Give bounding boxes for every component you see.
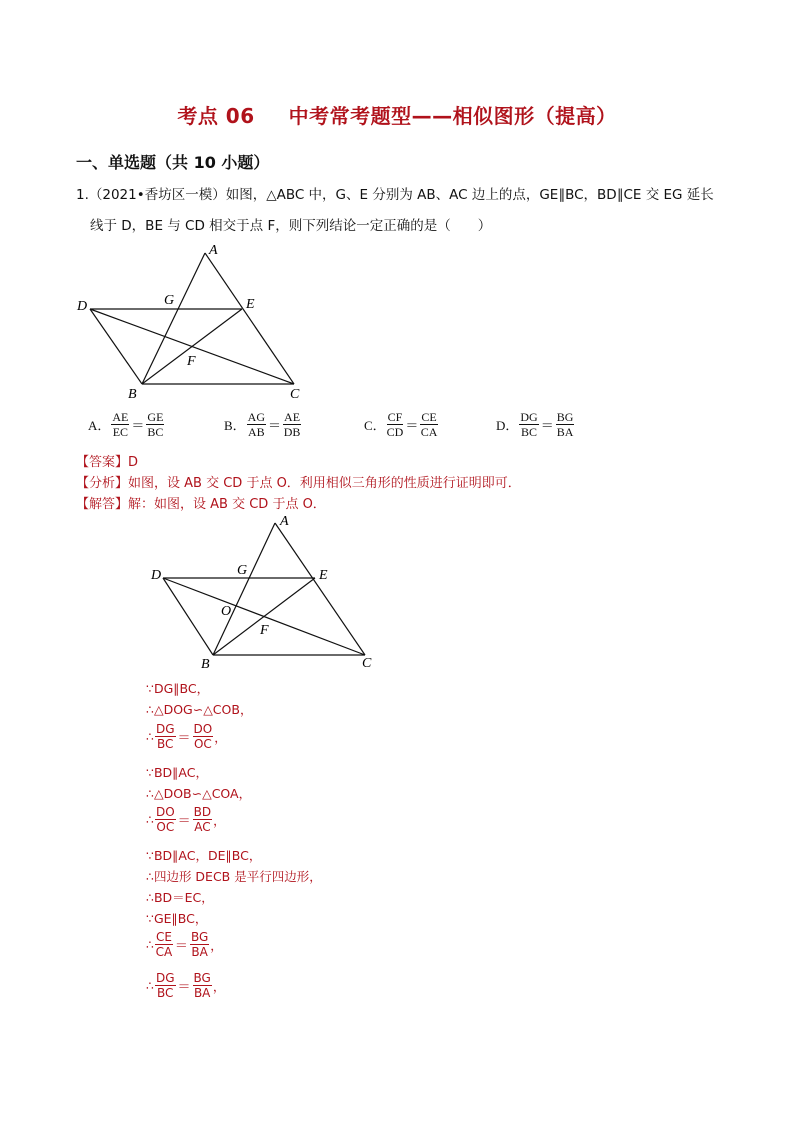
- line-ac: [205, 253, 294, 384]
- label-f: F: [187, 354, 196, 369]
- step-2: ∴△DOG∽△COB，: [146, 702, 253, 717]
- option-d[interactable]: D． $\frac{DG}{BC}$ ＝ $\frac{BG}{BA}$: [496, 410, 574, 439]
- step-10: ∵GE∥BC，: [146, 911, 208, 926]
- label-d-2: D: [151, 568, 162, 583]
- label-c-2: C: [362, 656, 372, 671]
- step-3: ∴ $\frac{DG}{BC}$ ＝ $\frac{DO}{OC}$ ，: [146, 722, 227, 751]
- analysis-line: 【分析】如图，设 AB 交 CD 于点 O．利用相似三角形的性质进行证明即可．: [76, 476, 521, 491]
- step-6: ∴ $\frac{DO}{OC}$ ＝ $\frac{BD}{AC}$ ，: [146, 805, 226, 834]
- step-12: ∴ $\frac{DG}{BC}$ ＝ $\frac{BG}{BA}$ ，: [146, 971, 226, 1000]
- section-heading: 一、单选题（共 10 小题）: [76, 153, 270, 172]
- option-b[interactable]: B． $\frac{AG}{AB}$ ＝ $\frac{AE}{DB}$: [224, 410, 301, 439]
- line-db: [90, 309, 142, 384]
- step-11: ∴ $\frac{CE}{CA}$ ＝ $\frac{BG}{BA}$ ，: [146, 930, 223, 959]
- line-be: [142, 309, 242, 384]
- option-c[interactable]: C． $\frac{CF}{CD}$ ＝ $\frac{CE}{CA}$: [364, 410, 438, 439]
- label-b-2: B: [201, 657, 210, 672]
- label-a-2: A: [280, 514, 289, 529]
- step-9: ∴BD＝EC，: [146, 890, 214, 905]
- label-a: A: [209, 243, 218, 258]
- question-line-2: 线于 D，BE 与 CD 相交于点 F，则下列结论一定正确的是（ ）: [90, 218, 492, 234]
- label-e-2: E: [319, 568, 328, 583]
- step-4: ∵BD∥AC，: [146, 765, 208, 780]
- step-8: ∴四边形 DECB 是平行四边形，: [146, 869, 322, 884]
- label-b: B: [128, 387, 137, 402]
- step-5: ∴△DOB∽△COA，: [146, 786, 252, 801]
- title-part1: 考点 06: [177, 104, 255, 128]
- title-part2: 中考常考题型——相似图形（提高）: [288, 104, 617, 128]
- label-c: C: [290, 387, 300, 402]
- figure-1-svg: [70, 240, 320, 405]
- step-1: ∵DG∥BC，: [146, 681, 210, 696]
- figure-1: [70, 240, 320, 409]
- line-db-2: [163, 578, 213, 655]
- page-title: [0, 100, 794, 129]
- label-g-2: G: [237, 563, 248, 578]
- label-d: D: [77, 299, 88, 314]
- label-e: E: [246, 297, 255, 312]
- label-g: G: [164, 293, 175, 308]
- label-f-2: F: [260, 623, 269, 638]
- label-o-2: O: [221, 604, 232, 619]
- solution-line: 【解答】解：如图，设 AB 交 CD 于点 O．: [76, 497, 326, 512]
- figure-2-svg: [145, 510, 385, 675]
- line-ac-2: [275, 523, 365, 655]
- option-a[interactable]: A． $\frac{AE}{EC}$ ＝ $\frac{GE}{BC}$: [88, 410, 164, 439]
- figure-2: [145, 510, 385, 679]
- step-7: ∵BD∥AC，DE∥BC，: [146, 848, 262, 863]
- answer-line: 【答案】D: [76, 455, 139, 470]
- question-line-1: 1.（2021•香坊区一模）如图，△ABC 中，G、E 分别为 AB、AC 边上的点，GE∥BC，BD∥CE 交 EG 延长: [76, 187, 714, 203]
